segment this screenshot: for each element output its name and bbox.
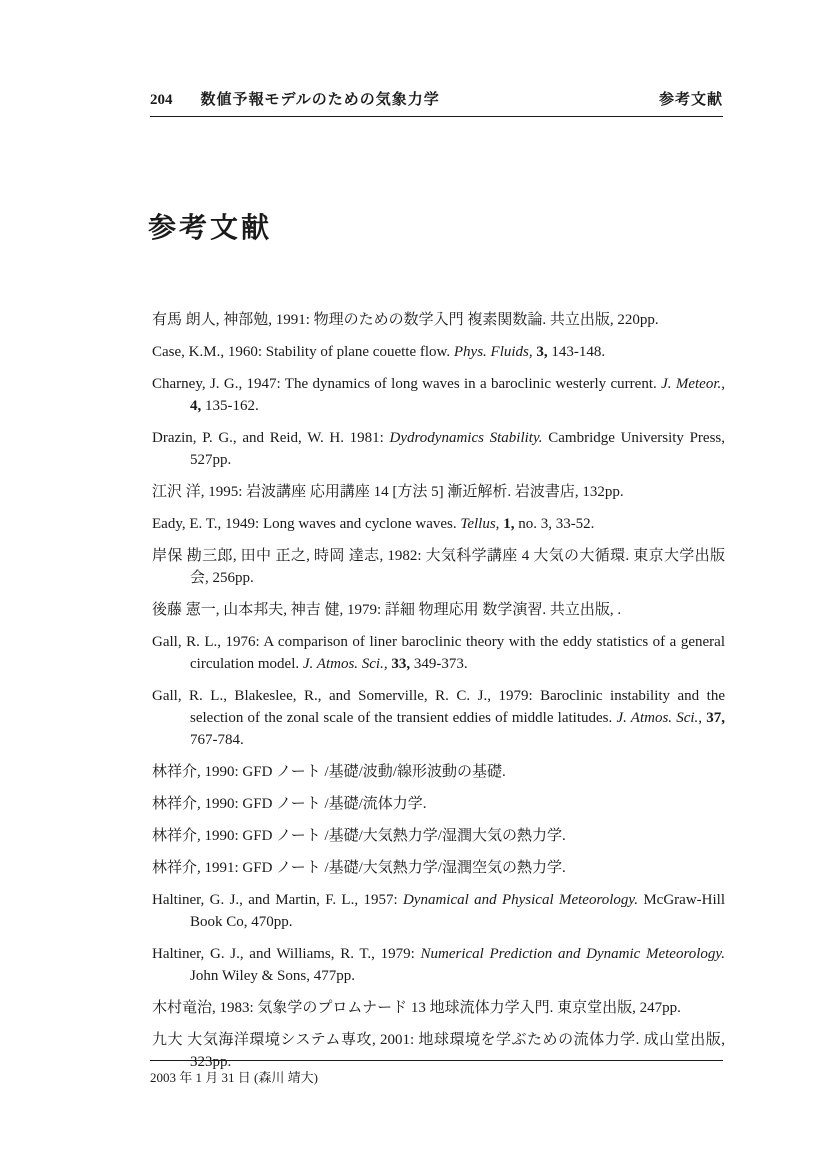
reference-segment: Numerical Prediction and Dynamic Meteorology.	[420, 946, 725, 962]
reference-segment: 後藤 憲一, 山本邦夫, 神吉 健, 1979: 詳細 物理応用 数学演習. 共立出版, .	[152, 602, 622, 618]
reference-entry	[152, 631, 725, 675]
reference-segment: 4,	[190, 398, 202, 414]
reference-segment: 江沢 洋, 1995: 岩波講座 応用講座 14 [方法 5] 漸近解析. 岩波書店, 132pp.	[152, 484, 624, 500]
reference-segment: Haltiner, G. J., and Martin, F. L., 1957:	[152, 892, 403, 908]
reference-segment: Gall, R. L., Blakeslee, R., and Somerville, R. C. J., 1979: Baroclinic instability and the selection of the zonal scale of the transient eddies of middle latitudes.	[152, 688, 725, 726]
page-number: 204	[150, 92, 173, 108]
reference-segment: Cambridge University Press, 527pp.	[190, 430, 726, 468]
reference-segment: Gall, R. L., 1976: A comparison of liner baroclinic theory with the eddy statistics of a general circulation model.	[152, 634, 725, 672]
reference-segment: 林祥介, 1990: GFD ノート /基礎/流体力学.	[152, 796, 427, 812]
reference-entry	[152, 513, 725, 535]
reference-entry	[152, 545, 725, 589]
reference-list	[152, 309, 725, 1083]
reference-segment: Phys. Fluids,	[453, 344, 533, 360]
reference-segment: J. Atmos. Sci.,	[302, 656, 388, 672]
reference-entry	[152, 793, 725, 815]
reference-segment: Charney, J. G., 1947: The dynamics of long waves in a baroclinic westerly current.	[152, 376, 662, 392]
reference-segment: J. Atmos. Sci.,	[616, 710, 703, 726]
reference-segment: 木村竜治, 1983: 気象学のプロムナード 13 地球流体力学入門. 東京堂出版, 247pp.	[152, 1000, 681, 1016]
reference-segment: Dydrodynamics Stability.	[389, 430, 543, 446]
header-section-label: 参考文献	[658, 91, 723, 108]
reference-segment: 135-162.	[201, 398, 259, 414]
reference-segment: McGraw-Hill Book Co, 470pp.	[190, 892, 725, 930]
reference-entry	[152, 341, 725, 363]
reference-entry	[152, 889, 725, 933]
reference-entry	[152, 825, 725, 847]
reference-segment: 349-373.	[410, 656, 468, 672]
reference-entry	[152, 427, 725, 471]
reference-entry	[152, 943, 725, 987]
page-title: 参考文献	[148, 212, 273, 243]
reference-entry	[152, 857, 725, 879]
reference-segment: 767-784.	[190, 732, 244, 748]
reference-entry	[152, 997, 725, 1019]
reference-segment: 3,	[536, 344, 548, 360]
reference-segment: 九大 大気海洋環境システム専攻, 2001: 地球環境を学ぶための流体力学. 成山堂出版, 323pp.	[152, 1032, 725, 1070]
reference-segment: 1,	[503, 516, 515, 532]
reference-entry	[152, 761, 725, 783]
page-footer	[150, 1060, 723, 1086]
reference-segment: 林祥介, 1991: GFD ノート /基礎/大気熱力学/湿潤空気の熱力学.	[152, 860, 566, 876]
reference-entry	[152, 373, 725, 417]
header-book-title: 数値予報モデルのための気象力学	[200, 91, 440, 108]
reference-segment: J. Meteor.,	[661, 376, 726, 392]
reference-segment: Eady, E. T., 1949: Long waves and cyclone waves.	[152, 516, 461, 532]
reference-entry	[152, 481, 725, 503]
running-header	[150, 88, 723, 117]
reference-segment: 37,	[706, 710, 726, 726]
reference-entry	[152, 685, 725, 751]
reference-segment: Dynamical and Physical Meteorology.	[402, 892, 638, 908]
reference-entry	[152, 309, 725, 331]
footer-date: 2003 年 1 月 31 日 (森川 靖大)	[150, 1070, 318, 1085]
reference-segment: Haltiner, G. J., and Williams, R. T., 1979:	[152, 946, 421, 962]
reference-segment: Tellus,	[460, 516, 500, 532]
reference-segment: John Wiley & Sons, 477pp.	[190, 968, 355, 984]
reference-segment: 林祥介, 1990: GFD ノート /基礎/波動/線形波動の基礎.	[152, 764, 506, 780]
reference-segment: 林祥介, 1990: GFD ノート /基礎/大気熱力学/湿潤大気の熱力学.	[152, 828, 566, 844]
reference-segment: Case, K.M., 1960: Stability of plane couette flow.	[152, 344, 454, 360]
reference-segment: 岸保 勘三郎, 田中 正之, 時岡 達志, 1982: 大気科学講座 4 大気の大循環. 東京大学出版会, 256pp.	[152, 548, 725, 586]
reference-segment: 143-148.	[547, 344, 606, 360]
reference-segment: no. 3, 33-52.	[514, 516, 595, 532]
reference-entry	[152, 599, 725, 621]
reference-segment: 有馬 朗人, 神部勉, 1991: 物理のための数学入門 複素関数論. 共立出版, 220pp.	[152, 312, 659, 328]
reference-segment: 33,	[391, 656, 411, 672]
reference-segment: Drazin, P. G., and Reid, W. H. 1981:	[152, 430, 390, 446]
